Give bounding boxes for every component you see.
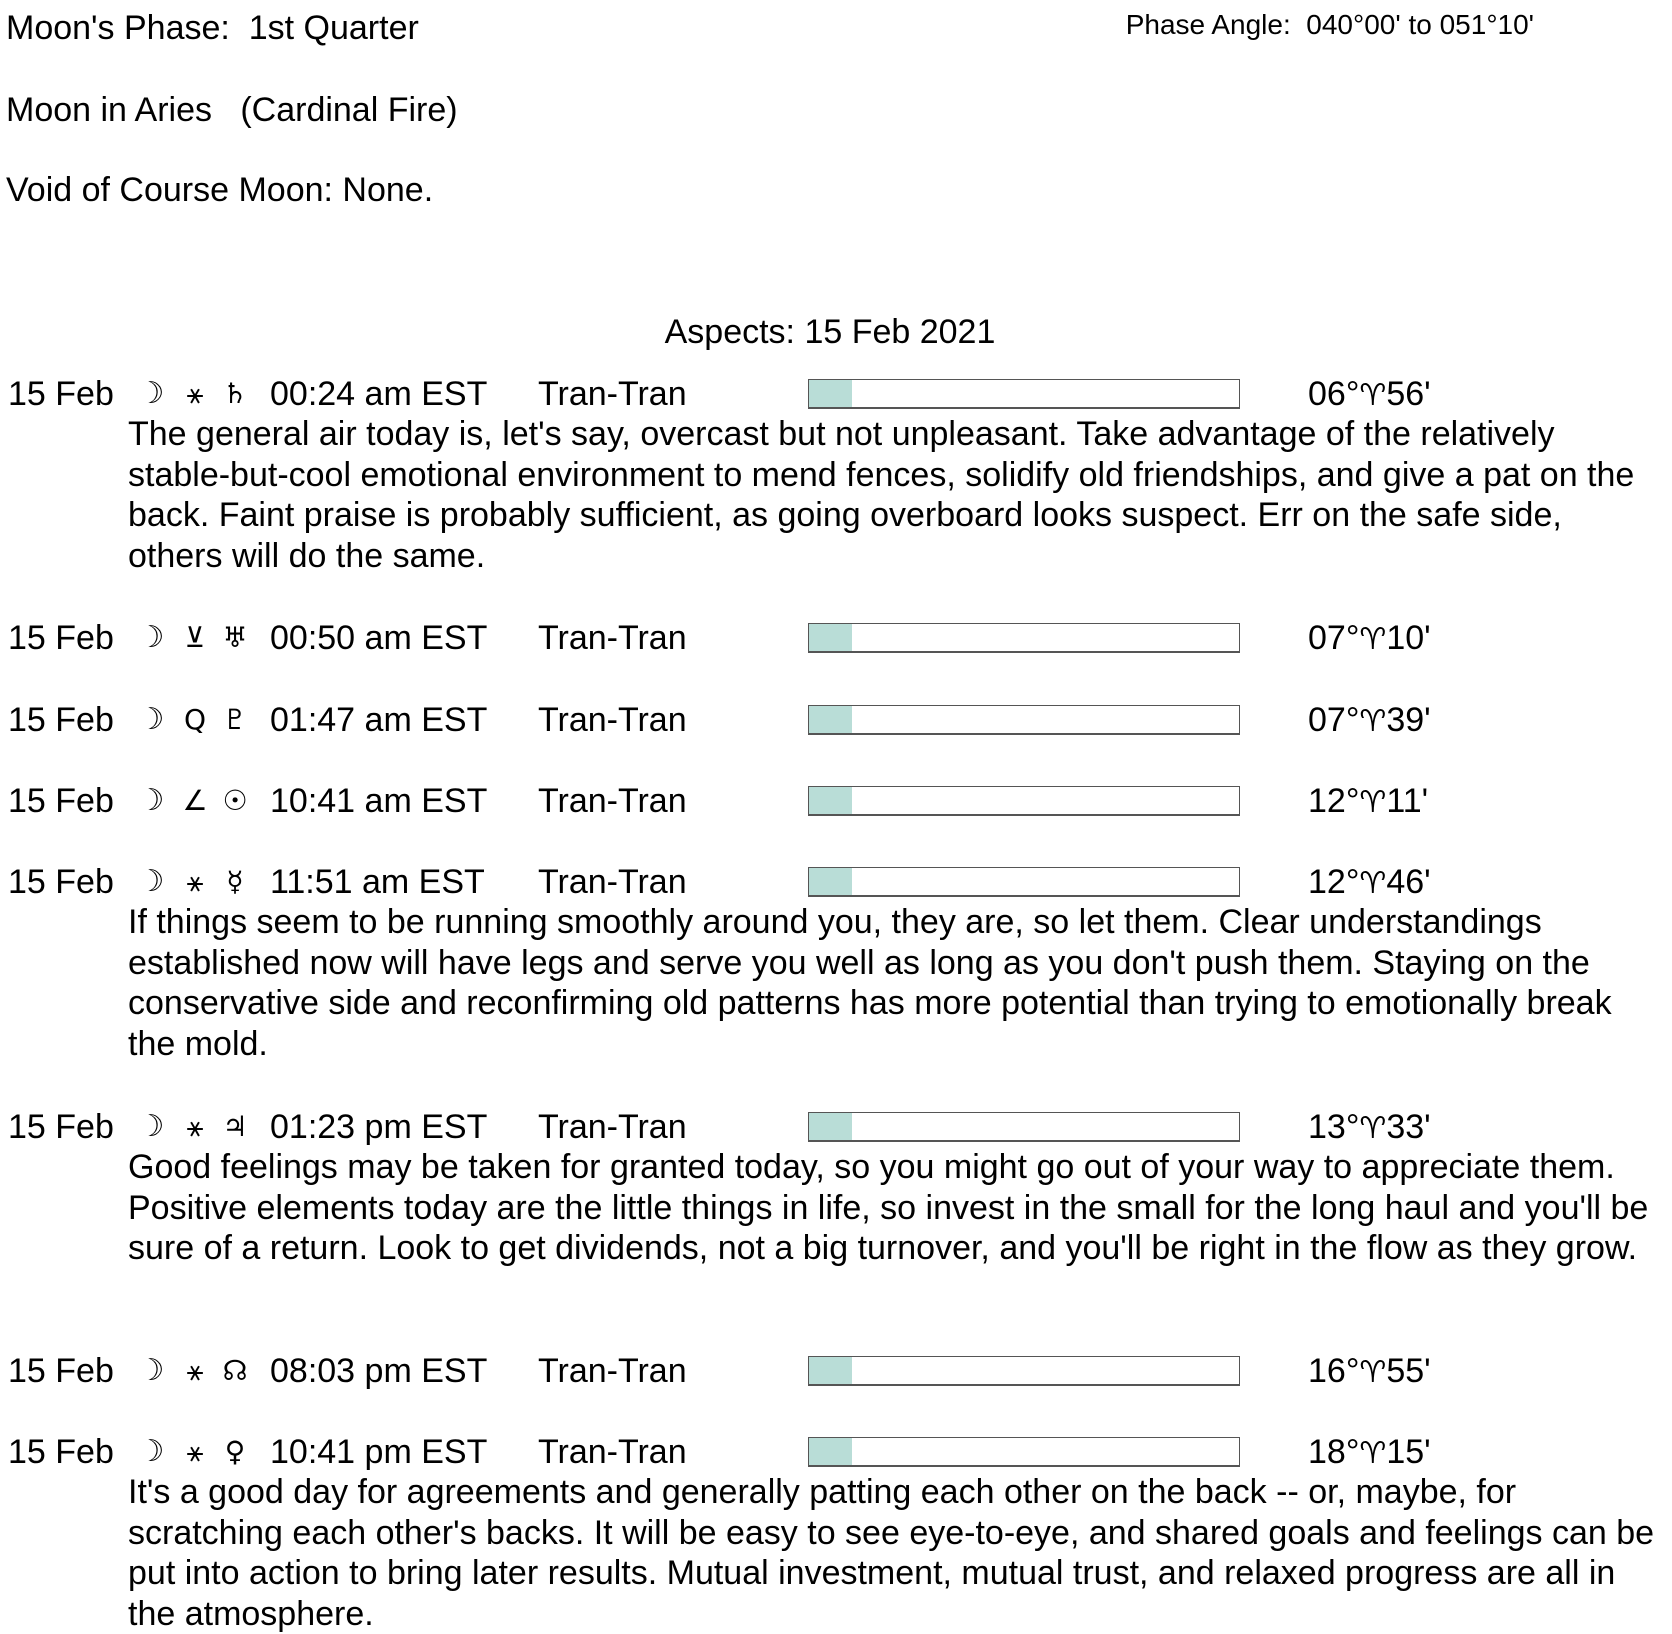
position-minutes: 11' [1386, 782, 1429, 820]
aspect-date: 15 Feb [8, 701, 114, 739]
aspect-position [1308, 781, 1428, 823]
aspect-position [1308, 862, 1431, 904]
strength-bar-fill [809, 1357, 852, 1384]
aspect-time: 10:41 am EST [270, 782, 488, 820]
jupiter-glyph-icon: ♃ [222, 1110, 248, 1143]
aries-sign-icon: ♈ [1359, 622, 1387, 657]
aspect-date: 15 Feb [8, 863, 114, 901]
sextile-aspect-icon: ⚹ [186, 1354, 204, 1387]
strength-bar [808, 786, 1240, 816]
aries-sign-icon: ♈ [1359, 704, 1387, 739]
moon-glyph-icon: ☽ [137, 783, 165, 818]
void-of-course: Void of Course Moon: None. [6, 171, 434, 209]
sextile-aspect-icon: ⚹ [186, 1435, 204, 1468]
aspect-position [1308, 618, 1431, 660]
aspect-time: 01:23 pm EST [270, 1108, 488, 1146]
strength-bar [808, 623, 1240, 653]
strength-bar-fill [809, 380, 852, 407]
position-degree: 18° [1308, 1433, 1360, 1471]
moon-sign: Moon in Aries (Cardinal Fire) [6, 91, 458, 129]
aspect-position [1308, 700, 1431, 742]
aspect-type: Tran-Tran [538, 1433, 687, 1471]
position-minutes: 55' [1386, 1352, 1431, 1390]
aspect-row [0, 862, 1672, 902]
sun-glyph-icon: ☉ [222, 784, 248, 817]
aspect-row [0, 1351, 1672, 1391]
aspect-date: 15 Feb [8, 1433, 114, 1471]
position-minutes: 39' [1386, 701, 1431, 739]
position-degree: 06° [1308, 375, 1360, 413]
aspect-row [0, 618, 1672, 658]
aspect-row [0, 700, 1672, 740]
phase-angle: Phase Angle: 040°00' to 051°10' [1125, 9, 1534, 40]
aspect-date: 15 Feb [8, 1352, 114, 1390]
strength-bar-fill [809, 624, 852, 651]
strength-bar [808, 705, 1240, 735]
aspect-type: Tran-Tran [538, 1108, 687, 1146]
strength-bar [808, 1437, 1240, 1467]
saturn-glyph-icon: ♄ [222, 377, 248, 410]
aspect-entry [0, 862, 1672, 1064]
aries-sign-icon: ♈ [1359, 866, 1387, 901]
aspect-description: If things seem to be running smoothly around you, they are, so let them. Clear understandings established now will have legs and serve you well as long as you don't push them. Staying on the conservative side and reconfirming old patterns has more potential than trying to emotionally break the mold. [128, 903, 1612, 1063]
aspect-row [0, 1107, 1672, 1147]
strength-bar-fill [809, 868, 852, 895]
aspect-description: It's a good day for agreements and generally patting each other on the back -- or, maybe, for scratching each other's backs. It will be easy to see eye-to-eye, and shared goals and feelings can be put into action to bring later results. Mutual investment, mutual trust, and relaxed progress are all in the atmosphere. [128, 1473, 1655, 1633]
aspects-title: Aspects: 15 Feb 2021 [664, 313, 996, 351]
aspect-time: 10:41 pm EST [270, 1433, 488, 1471]
aspect-type: Tran-Tran [538, 1352, 687, 1390]
aspect-time: 00:24 am EST [270, 375, 488, 413]
aspect-entry [0, 374, 1672, 576]
aspect-type: Tran-Tran [538, 375, 687, 413]
aspect-entry [0, 700, 1672, 740]
strength-bar [808, 1356, 1240, 1386]
aspect-entry [0, 781, 1672, 821]
position-minutes: 33' [1386, 1108, 1431, 1146]
position-degree: 16° [1308, 1352, 1360, 1390]
aries-sign-icon: ♈ [1359, 378, 1387, 413]
strength-bar [808, 1112, 1240, 1142]
moon-glyph-icon: ☽ [137, 1109, 165, 1144]
aspect-type: Tran-Tran [538, 863, 687, 901]
aspect-entry [0, 1351, 1672, 1391]
aspect-row [0, 781, 1672, 821]
moon-glyph-icon: ☽ [137, 620, 165, 655]
position-minutes: 10' [1386, 619, 1431, 657]
sextile-aspect-icon: ⚹ [186, 377, 204, 410]
aspect-date: 15 Feb [8, 782, 114, 820]
aspect-position [1308, 1351, 1431, 1393]
north-node-glyph-icon: ☊ [222, 1354, 248, 1387]
moon-glyph-icon: ☽ [137, 376, 165, 411]
strength-bar [808, 867, 1240, 897]
position-degree: 12° [1308, 863, 1360, 901]
aries-sign-icon: ♈ [1359, 1436, 1387, 1471]
strength-bar-fill [809, 787, 852, 814]
aspect-type: Tran-Tran [538, 619, 687, 657]
aspect-position [1308, 374, 1431, 416]
aspect-description: Good feelings may be taken for granted today, so you might go out of your way to appreciate them. Positive elements today are the little things in life, so invest in the small for the long haul and you'll be sure of a return. Look to get dividends, not a big turnover, and you'll be right in the flow as they grow. [128, 1148, 1649, 1267]
moon-glyph-icon: ☽ [137, 702, 165, 737]
venus-glyph-icon: ♀ [224, 1435, 246, 1468]
moon-phase: Moon's Phase: 1st Quarter [6, 9, 419, 47]
position-degree: 13° [1308, 1108, 1360, 1146]
moon-glyph-icon: ☽ [137, 1353, 165, 1388]
moon-glyph-icon: ☽ [137, 1434, 165, 1469]
uranus-glyph-icon: ♅ [222, 621, 248, 654]
aspect-date: 15 Feb [8, 619, 114, 657]
position-minutes: 46' [1386, 863, 1431, 901]
position-degree: 07° [1308, 619, 1360, 657]
aspect-time: 11:51 am EST [270, 863, 485, 901]
mercury-glyph-icon: ☿ [226, 865, 244, 898]
semisquare-aspect-icon: ∠ [182, 784, 208, 817]
semisextile-aspect-icon: ⊻ [184, 621, 206, 654]
aspect-type: Tran-Tran [538, 782, 687, 820]
aspect-date: 15 Feb [8, 375, 114, 413]
aspect-row [0, 1432, 1672, 1472]
position-minutes: 15' [1386, 1433, 1431, 1471]
aspect-time: 01:47 am EST [270, 701, 488, 739]
aspect-row [0, 374, 1672, 414]
aspect-date: 15 Feb [8, 1108, 114, 1146]
aries-sign-icon: ♈ [1359, 785, 1387, 820]
sextile-aspect-icon: ⚹ [186, 865, 204, 898]
sextile-aspect-icon: ⚹ [186, 1110, 204, 1143]
strength-bar [808, 379, 1240, 409]
aries-sign-icon: ♈ [1359, 1111, 1387, 1146]
position-degree: 12° [1308, 782, 1360, 820]
strength-bar-fill [809, 1113, 852, 1140]
aspect-description: The general air today is, let's say, overcast but not unpleasant. Take advantage of the relatively stable-but-cool emotional environment to mend fences, solidify old friendships, and give a pat on the back. Faint praise is probably sufficient, as going overboard looks suspect. Err on the safe side, others will do the same. [128, 415, 1635, 575]
aspect-position [1308, 1432, 1431, 1474]
strength-bar-fill [809, 706, 852, 733]
aspect-entry [0, 618, 1672, 658]
moon-glyph-icon: ☽ [137, 864, 165, 899]
aspect-entry [0, 1107, 1672, 1269]
position-minutes: 56' [1386, 375, 1431, 413]
aspect-time: 00:50 am EST [270, 619, 488, 657]
aries-sign-icon: ♈ [1359, 1355, 1387, 1390]
aspect-entry [0, 1432, 1672, 1634]
aspect-time: 08:03 pm EST [270, 1352, 488, 1390]
aspect-type: Tran-Tran [538, 701, 687, 739]
strength-bar-fill [809, 1438, 852, 1465]
aspect-position [1308, 1107, 1431, 1149]
position-degree: 07° [1308, 701, 1360, 739]
pluto-glyph-icon: ♇ [222, 703, 248, 736]
quintile-aspect-icon: Q [183, 703, 207, 736]
